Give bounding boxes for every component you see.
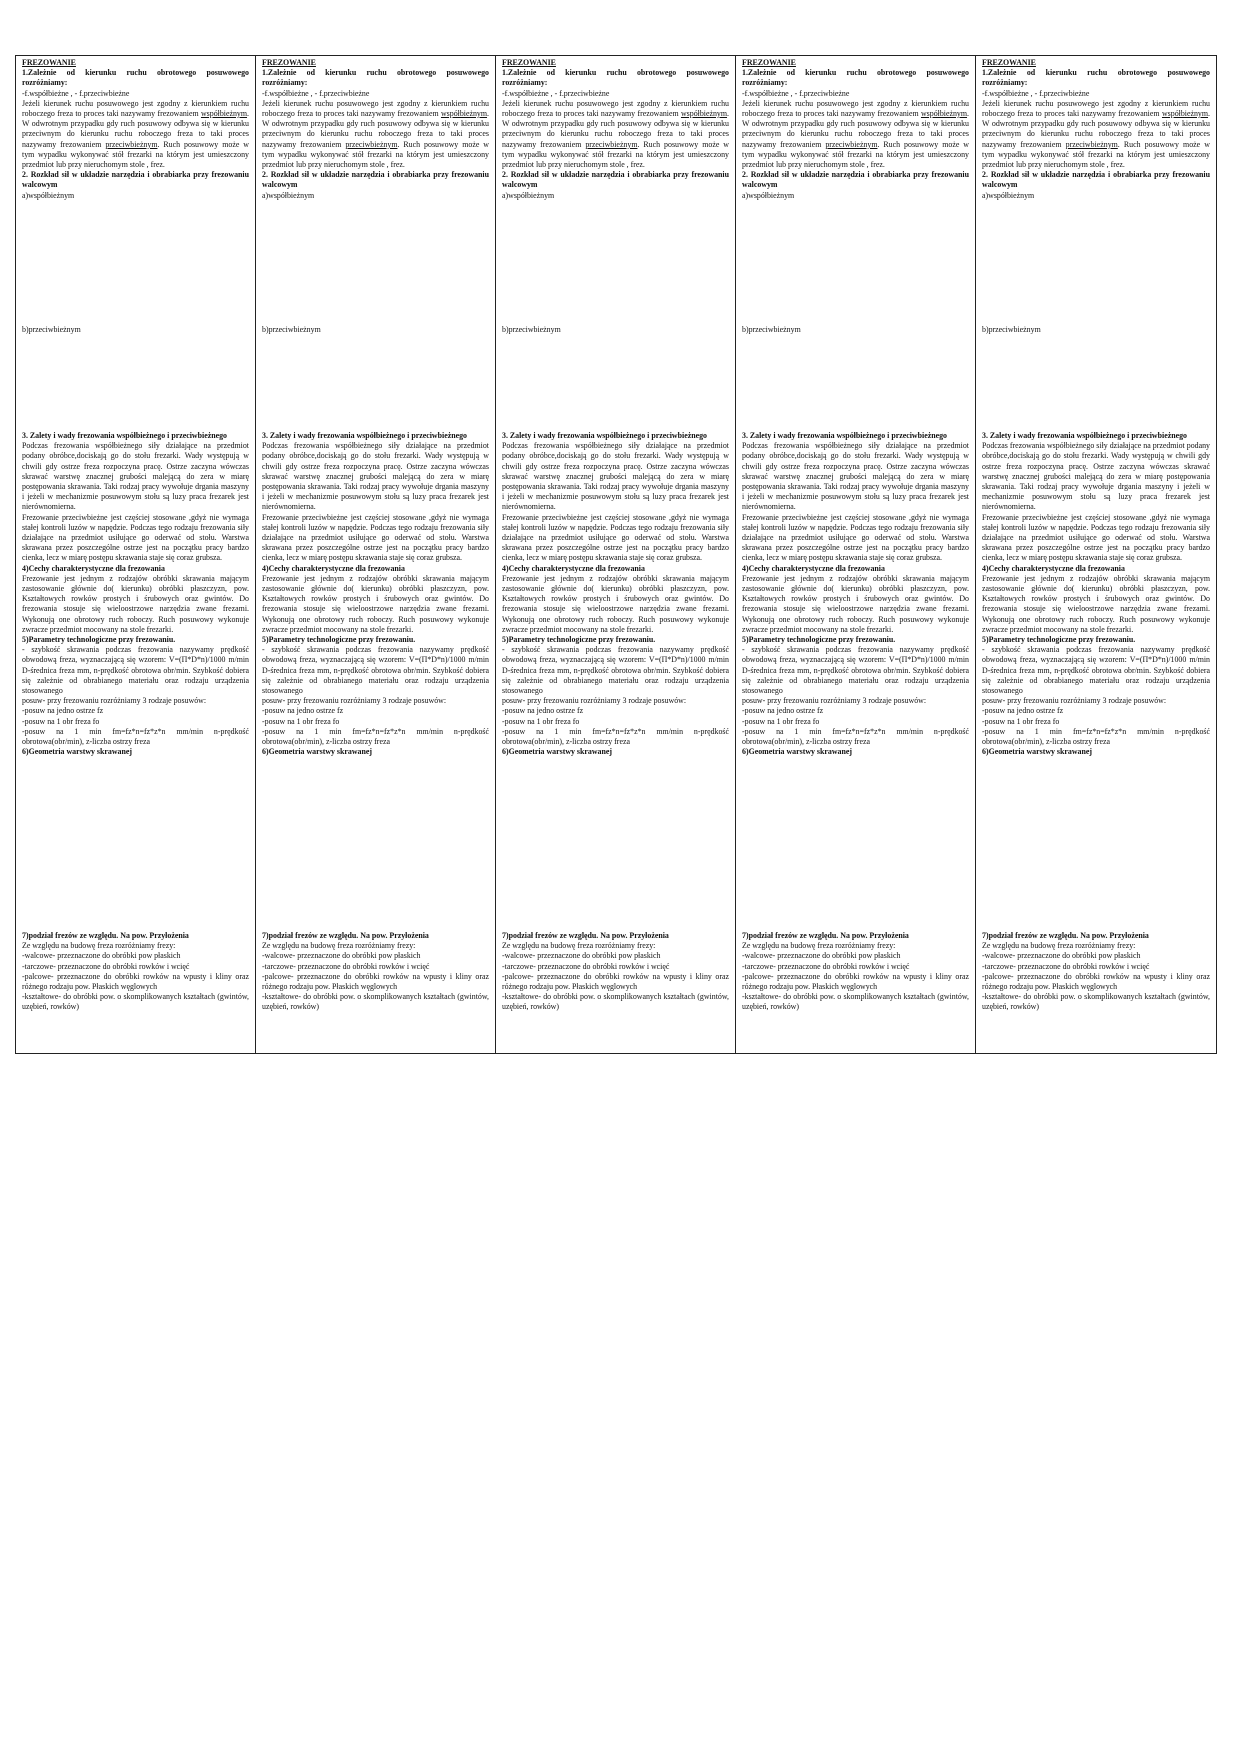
q1-types: -f.współbieżne , - f.przeciwbieżne: [742, 88, 850, 98]
q7-title: 7)podział frezów ze względu. Na pow. Przyłożenia: [22, 931, 189, 940]
q7-item-1: -walcowe- przeznaczone do obróbki pow płaskich: [22, 951, 181, 961]
q7-intro: Ze względu na budowę freza rozróżniamy frezy:: [22, 941, 176, 951]
q4-text: Frezowanie jest jednym z rodzajów obróbki skrawania mającym zastosowanie głównie do( kierunku) obróbki płaszczyzn, pow. Kształtowych rowków prostych i śrubowych oraz gwintów. Do frezowania stosuje się wieloostrzowe narzędzia zwane frezami. Wykonują one obrotowy ruch roboczy. Ruch posuwowy wykonuje zwracze przedmiot mocowany na stole frezarki.: [22, 573, 249, 634]
q3-title: 3. Zalety i wady frezowania współbieżnego i przeciwbieżnego: [982, 431, 1187, 440]
q5-posuw-2: -posuw na 1 obr freza fo: [502, 716, 580, 726]
q3-p2: Frezowanie przeciwbieżne jest częściej stosowane ,gdyż nie wymaga stałej kontroli luzów w napędzie. Podczas tego rodzaju frezowania siły działające na przedmiot usiłujące go oderwać od stołu. Warstwa skrawana przez poszczególne ostrze jest na początku pracy bardzo cienka, lecz w miarę postępu skrawania staje się coraz grubsza.: [262, 512, 489, 563]
doc-title: FREZOWANIE: [742, 58, 796, 67]
notes-column: [736, 56, 976, 1053]
q7-item-1: -walcowe- przeznaczone do obróbki pow płaskich: [502, 951, 661, 961]
q5-text: - szybkość skrawania podczas frezowania nazywamy prędkość obwodową freza, wyznaczającą się wzorem: V=(Π*D*n)/1000 m/min D-średnica freza mm, n-prędkość obrotowa obr/min. Szybkość dobiera się zależnie od obrabianego materiału oraz rodzaju urządzenia stosowanego: [262, 645, 489, 696]
q5-posuw-intro: posuw- przy frezowaniu rozróżniamy 3 rodzaje posuwów:: [982, 696, 1167, 706]
q5-title: 5)Parametry technologiczne przy frezowaniu.: [262, 635, 416, 645]
q1-title: 1.Zależnie od kierunku ruchu obrotowego posuwowego rozróżniamy:: [262, 68, 489, 88]
q7-title: 7)podział frezów ze względu. Na pow. Przyłożenia: [982, 931, 1149, 940]
q2-b: b)przeciwbieżnym: [262, 325, 321, 334]
doc-title: FREZOWANIE: [982, 58, 1036, 67]
q5-posuw-1: -posuw na jedno ostrze fz: [502, 706, 584, 716]
q7-item-3: -palcowe- przeznaczone do obróbki rowków na wpusty i kliny oraz różnego rodzaju pow. Płaskich węglowych: [742, 971, 969, 992]
q7-item-3: -palcowe- przeznaczone do obróbki rowków na wpusty i kliny oraz różnego rodzaju pow. Płaskich węglowych: [502, 971, 729, 992]
q4-title: 4)Cechy charakterystyczne dla frezowania: [502, 563, 645, 573]
q4-text: Frezowanie jest jednym z rodzajów obróbki skrawania mającym zastosowanie głównie do( kierunku) obróbki płaszczyzn, pow. Kształtowych rowków prostych i śrubowych oraz gwintów. Do frezowania stosuje się wieloostrzowe narzędzia zwane frezami. Wykonują one obrotowy ruch roboczy. Ruch posuwowy wykonuje zwracze przedmiot mocowany na stole frezarki.: [982, 573, 1210, 634]
q2-b: b)przeciwbieżnym: [742, 325, 801, 334]
q3-p1: Podczas frezowania współbieżnego siły działające na przedmiot podany obróbce,dociskają go do stołu frezarki. Wady występują w chwili gdy ostrze freza rozpoczyna pracę. Ostrze zaczyna wówczas skrawać warstwę znacznej grubości malejącą do zera w miarę postępowania skrawania. Taki rodzaj pracy wywołuje drgania maszyny i jeżeli w mechanizmie posuwowym stołu są luzy praca frezarek jest nierównomierna.: [22, 441, 249, 512]
q7-item-2: -tarczowe- przeznaczone do obróbki rowków i wcięć: [742, 961, 910, 971]
q6-title: 6)Geometria warstwy skrawanej: [982, 747, 1093, 757]
q5-posuw-2: -posuw na 1 obr freza fo: [262, 716, 340, 726]
q3-p1: Podczas frezowania współbieżnego siły działające na przedmiot podany obróbce,dociskają go do stołu frezarki. Wady występują w chwili gdy ostrze freza rozpoczyna pracę. Ostrze zaczyna wówczas skrawać warstwę znacznej grubości malejącą do zera w miarę postępowania skrawania. Taki rodzaj pracy wywołuje drgania maszyny i jeżeli w mechanizmie posuwowym stołu są luzy praca frezarek jest nierównomierna.: [262, 441, 489, 512]
q4-text: Frezowanie jest jednym z rodzajów obróbki skrawania mającym zastosowanie głównie do( kierunku) obróbki płaszczyzn, pow. Kształtowych rowków prostych i śrubowych oraz gwintów. Do frezowania stosuje się wieloostrzowe narzędzia zwane frezami. Wykonują one obrotowy ruch roboczy. Ruch posuwowy wykonuje zwracze przedmiot mocowany na stole frezarki.: [742, 573, 969, 634]
q7-item-1: -walcowe- przeznaczone do obróbki pow płaskich: [262, 951, 421, 961]
q2-title: 2. Rozkład sił w układzie narzędzia i obrabiarka przy frezowaniu walcowym: [502, 170, 729, 190]
q7-intro: Ze względu na budowę freza rozróżniamy frezy:: [502, 941, 656, 951]
q5-posuw-1: -posuw na jedno ostrze fz: [262, 706, 344, 716]
q3-title: 3. Zalety i wady frezowania współbieżnego i przeciwbieżnego: [502, 431, 707, 440]
q5-text: - szybkość skrawania podczas frezowania nazywamy prędkość obwodową freza, wyznaczającą się wzorem: V=(Π*D*n)/1000 m/min D-średnica freza mm, n-prędkość obrotowa obr/min. Szybkość dobiera się zależnie od obrabianego materiału oraz rodzaju urządzenia stosowanego: [22, 645, 249, 696]
q7-item-4: -kształtowe- do obróbki pow. o skomplikowanych kształtach (gwintów, uzębień, rowków): [742, 992, 969, 1012]
q2-a: a)współbieżnym: [262, 190, 315, 200]
q1-title: 1.Zależnie od kierunku ruchu obrotowego posuwowego rozróżniamy:: [982, 68, 1210, 88]
q5-text: - szybkość skrawania podczas frezowania nazywamy prędkość obwodową freza, wyznaczającą się wzorem: V=(Π*D*n)/1000 m/min D-średnica freza mm, n-prędkość obrotowa obr/min. Szybkość dobiera się zależnie od obrabianego materiału oraz rodzaju urządzenia stosowanego: [982, 645, 1210, 696]
notes-sheet: [15, 55, 1217, 1054]
doc-title: FREZOWANIE: [502, 58, 556, 67]
q2-a: a)współbieżnym: [742, 190, 795, 200]
q1-types: -f.współbieżne , - f.przeciwbieżne: [22, 88, 130, 98]
notes-column: [976, 56, 1216, 1053]
q6-title: 6)Geometria warstwy skrawanej: [262, 747, 373, 757]
q7-item-4: -kształtowe- do obróbki pow. o skomplikowanych kształtach (gwintów, uzębień, rowków): [982, 992, 1210, 1012]
q5-title: 5)Parametry technologiczne przy frezowaniu.: [742, 635, 896, 645]
q4-text: Frezowanie jest jednym z rodzajów obróbki skrawania mającym zastosowanie głównie do( kierunku) obróbki płaszczyzn, pow. Kształtowych rowków prostych i śrubowych oraz gwintów. Do frezowania stosuje się wieloostrzowe narzędzia zwane frezami. Wykonują one obrotowy ruch roboczy. Ruch posuwowy wykonuje zwracze przedmiot mocowany na stole frezarki.: [262, 573, 489, 634]
q1-text: Jeżeli kierunek ruchu posuwowego jest zgodny z kierunkiem ruchu roboczego freza to proces taki nazywamy frezowaniem współbieżnym. W odwrotnym przypadku gdy ruch posuwowy odbywa się w kierunku przeciwnym do kierunku ruchu roboczego freza to taki proces nazywamy frezowaniem przeciwbieżnym. Ruch posuwowy może w tym wypadku wykonywać stół frezarki na którym jest umieszczony przedmiot lub przy nieruchomym stole , frez.: [262, 98, 489, 170]
q5-posuw-1: -posuw na jedno ostrze fz: [22, 706, 104, 716]
q2-a: a)współbieżnym: [502, 190, 555, 200]
q5-posuw-intro: posuw- przy frezowaniu rozróżniamy 3 rodzaje posuwów:: [742, 696, 927, 706]
notes-column: [16, 56, 256, 1053]
q5-posuw-intro: posuw- przy frezowaniu rozróżniamy 3 rodzaje posuwów:: [502, 696, 687, 706]
q7-title: 7)podział frezów ze względu. Na pow. Przyłożenia: [742, 931, 909, 940]
q5-text: - szybkość skrawania podczas frezowania nazywamy prędkość obwodową freza, wyznaczającą się wzorem: V=(Π*D*n)/1000 m/min D-średnica freza mm, n-prędkość obrotowa obr/min. Szybkość dobiera się zależnie od obrabianego materiału oraz rodzaju urządzenia stosowanego: [742, 645, 969, 696]
q4-title: 4)Cechy charakterystyczne dla frezowania: [982, 563, 1125, 573]
q7-item-4: -kształtowe- do obróbki pow. o skomplikowanych kształtach (gwintów, uzębień, rowków): [502, 992, 729, 1012]
q5-posuw-3: -posuw na 1 min fm=fz*n=fz*z*n mm/min n-prędkość obrotowa(obr/min), z-liczba ostrzy freza: [982, 726, 1210, 747]
q7-title: 7)podział frezów ze względu. Na pow. Przyłożenia: [262, 931, 429, 940]
q5-posuw-3: -posuw na 1 min fm=fz*n=fz*z*n mm/min n-prędkość obrotowa(obr/min), z-liczba ostrzy freza: [742, 726, 969, 747]
q5-posuw-1: -posuw na jedno ostrze fz: [982, 706, 1064, 716]
notes-column: [256, 56, 496, 1053]
q5-posuw-3: -posuw na 1 min fm=fz*n=fz*z*n mm/min n-prędkość obrotowa(obr/min), z-liczba ostrzy freza: [22, 726, 249, 747]
q7-item-2: -tarczowe- przeznaczone do obróbki rowków i wcięć: [982, 961, 1150, 971]
q2-b: b)przeciwbieżnym: [22, 325, 81, 334]
q3-p2: Frezowanie przeciwbieżne jest częściej stosowane ,gdyż nie wymaga stałej kontroli luzów w napędzie. Podczas tego rodzaju frezowania siły działające na przedmiot usiłujące go oderwać od stołu. Warstwa skrawana przez poszczególne ostrze jest na początku pracy bardzo cienka, lecz w miarę postępu skrawania staje się coraz grubsza.: [982, 512, 1210, 563]
q7-item-2: -tarczowe- przeznaczone do obróbki rowków i wcięć: [22, 961, 190, 971]
q4-title: 4)Cechy charakterystyczne dla frezowania: [742, 563, 885, 573]
q2-title: 2. Rozkład sił w układzie narzędzia i obrabiarka przy frezowaniu walcowym: [742, 170, 969, 190]
q2-title: 2. Rozkład sił w układzie narzędzia i obrabiarka przy frezowaniu walcowym: [982, 170, 1210, 190]
q3-title: 3. Zalety i wady frezowania współbieżnego i przeciwbieżnego: [22, 431, 227, 440]
doc-title: FREZOWANIE: [22, 58, 76, 67]
q1-text: Jeżeli kierunek ruchu posuwowego jest zgodny z kierunkiem ruchu roboczego freza to proces taki nazywamy frezowaniem współbieżnym. W odwrotnym przypadku gdy ruch posuwowy odbywa się w kierunku przeciwnym do kierunku ruchu roboczego freza to taki proces nazywamy frezowaniem przeciwbieżnym. Ruch posuwowy może w tym wypadku wykonywać stół frezarki na którym jest umieszczony przedmiot lub przy nieruchomym stole , frez.: [742, 98, 969, 170]
q4-title: 4)Cechy charakterystyczne dla frezowania: [22, 563, 165, 573]
q3-p1: Podczas frezowania współbieżnego siły działające na przedmiot podany obróbce,dociskają go do stołu frezarki. Wady występują w chwili gdy ostrze freza rozpoczyna pracę. Ostrze zaczyna wówczas skrawać warstwę znacznej grubości malejącą do zera w miarę postępowania skrawania. Taki rodzaj pracy wywołuje drgania maszyny i jeżeli w mechanizmie posuwowym stołu są luzy praca frezarek jest nierównomierna.: [742, 441, 969, 512]
q1-types: -f.współbieżne , - f.przeciwbieżne: [982, 88, 1090, 98]
q4-text: Frezowanie jest jednym z rodzajów obróbki skrawania mającym zastosowanie głównie do( kierunku) obróbki płaszczyzn, pow. Kształtowych rowków prostych i śrubowych oraz gwintów. Do frezowania stosuje się wieloostrzowe narzędzia zwane frezami. Wykonują one obrotowy ruch roboczy. Ruch posuwowy wykonuje zwracze przedmiot mocowany na stole frezarki.: [502, 573, 729, 634]
q6-title: 6)Geometria warstwy skrawanej: [502, 747, 613, 757]
q1-text: Jeżeli kierunek ruchu posuwowego jest zgodny z kierunkiem ruchu roboczego freza to proces taki nazywamy frezowaniem współbieżnym. W odwrotnym przypadku gdy ruch posuwowy odbywa się w kierunku przeciwnym do kierunku ruchu roboczego freza to taki proces nazywamy frezowaniem przeciwbieżnym. Ruch posuwowy może w tym wypadku wykonywać stół frezarki na którym jest umieszczony przedmiot lub przy nieruchomym stole , frez.: [502, 98, 729, 170]
q7-item-1: -walcowe- przeznaczone do obróbki pow płaskich: [742, 951, 901, 961]
q1-title: 1.Zależnie od kierunku ruchu obrotowego posuwowego rozróżniamy:: [742, 68, 969, 88]
q5-posuw-intro: posuw- przy frezowaniu rozróżniamy 3 rodzaje posuwów:: [22, 696, 207, 706]
q7-intro: Ze względu na budowę freza rozróżniamy frezy:: [262, 941, 416, 951]
q6-title: 6)Geometria warstwy skrawanej: [22, 747, 133, 757]
q3-p1: Podczas frezowania współbieżnego siły działające na przedmiot podany obróbce,dociskają go do stołu frezarki. Wady występują w chwili gdy ostrze freza rozpoczyna pracę. Ostrze zaczyna wówczas skrawać warstwę znacznej grubości malejącą do zera w miarę postępowania skrawania. Taki rodzaj pracy wywołuje drgania maszyny i jeżeli w mechanizmie posuwowym stołu są luzy praca frezarek jest nierównomierna.: [982, 441, 1210, 512]
q2-title: 2. Rozkład sił w układzie narzędzia i obrabiarka przy frezowaniu walcowym: [22, 170, 249, 190]
q1-types: -f.współbieżne , - f.przeciwbieżne: [262, 88, 370, 98]
q7-title: 7)podział frezów ze względu. Na pow. Przyłożenia: [502, 931, 669, 940]
q5-posuw-2: -posuw na 1 obr freza fo: [982, 716, 1060, 726]
q1-title: 1.Zależnie od kierunku ruchu obrotowego posuwowego rozróżniamy:: [502, 68, 729, 88]
q7-item-4: -kształtowe- do obróbki pow. o skomplikowanych kształtach (gwintów, uzębień, rowków): [22, 992, 249, 1012]
q2-a: a)współbieżnym: [22, 190, 75, 200]
q5-posuw-1: -posuw na jedno ostrze fz: [742, 706, 824, 716]
q5-posuw-3: -posuw na 1 min fm=fz*n=fz*z*n mm/min n-prędkość obrotowa(obr/min), z-liczba ostrzy freza: [262, 726, 489, 747]
q5-posuw-2: -posuw na 1 obr freza fo: [742, 716, 820, 726]
q5-title: 5)Parametry technologiczne przy frezowaniu.: [502, 635, 656, 645]
q5-posuw-3: -posuw na 1 min fm=fz*n=fz*z*n mm/min n-prędkość obrotowa(obr/min), z-liczba ostrzy freza: [502, 726, 729, 747]
q7-item-3: -palcowe- przeznaczone do obróbki rowków na wpusty i kliny oraz różnego rodzaju pow. Płaskich węglowych: [22, 971, 249, 992]
q1-title: 1.Zależnie od kierunku ruchu obrotowego posuwowego rozróżniamy:: [22, 68, 249, 88]
q2-b: b)przeciwbieżnym: [982, 325, 1041, 334]
q4-title: 4)Cechy charakterystyczne dla frezowania: [262, 563, 405, 573]
q5-posuw-intro: posuw- przy frezowaniu rozróżniamy 3 rodzaje posuwów:: [262, 696, 447, 706]
doc-title: FREZOWANIE: [262, 58, 316, 67]
q3-p1: Podczas frezowania współbieżnego siły działające na przedmiot podany obróbce,dociskają go do stołu frezarki. Wady występują w chwili gdy ostrze freza rozpoczyna pracę. Ostrze zaczyna wówczas skrawać warstwę znacznej grubości malejącą do zera w miarę postępowania skrawania. Taki rodzaj pracy wywołuje drgania maszyny i jeżeli w mechanizmie posuwowym stołu są luzy praca frezarek jest nierównomierna.: [502, 441, 729, 512]
q7-intro: Ze względu na budowę freza rozróżniamy frezy:: [742, 941, 896, 951]
q5-title: 5)Parametry technologiczne przy frezowaniu.: [982, 635, 1136, 645]
notes-column: [496, 56, 736, 1053]
q7-item-2: -tarczowe- przeznaczone do obróbki rowków i wcięć: [262, 961, 430, 971]
q1-types: -f.współbieżne , - f.przeciwbieżne: [502, 88, 610, 98]
q5-text: - szybkość skrawania podczas frezowania nazywamy prędkość obwodową freza, wyznaczającą się wzorem: V=(Π*D*n)/1000 m/min D-średnica freza mm, n-prędkość obrotowa obr/min. Szybkość dobiera się zależnie od obrabianego materiału oraz rodzaju urządzenia stosowanego: [502, 645, 729, 696]
q7-item-3: -palcowe- przeznaczone do obróbki rowków na wpusty i kliny oraz różnego rodzaju pow. Płaskich węglowych: [982, 971, 1210, 992]
q7-item-4: -kształtowe- do obróbki pow. o skomplikowanych kształtach (gwintów, uzębień, rowków): [262, 992, 489, 1012]
q3-p2: Frezowanie przeciwbieżne jest częściej stosowane ,gdyż nie wymaga stałej kontroli luzów w napędzie. Podczas tego rodzaju frezowania siły działające na przedmiot usiłujące go oderwać od stołu. Warstwa skrawana przez poszczególne ostrze jest na początku pracy bardzo cienka, lecz w miarę postępu skrawania staje się coraz grubsza.: [502, 512, 729, 563]
q2-b: b)przeciwbieżnym: [502, 325, 561, 334]
q1-text: Jeżeli kierunek ruchu posuwowego jest zgodny z kierunkiem ruchu roboczego freza to proces taki nazywamy frezowaniem współbieżnym. W odwrotnym przypadku gdy ruch posuwowy odbywa się w kierunku przeciwnym do kierunku ruchu roboczego freza to taki proces nazywamy frezowaniem przeciwbieżnym. Ruch posuwowy może w tym wypadku wykonywać stół frezarki na którym jest umieszczony przedmiot lub przy nieruchomym stole , frez.: [982, 98, 1210, 170]
q5-title: 5)Parametry technologiczne przy frezowaniu.: [22, 635, 176, 645]
q2-a: a)współbieżnym: [982, 190, 1035, 200]
q5-posuw-2: -posuw na 1 obr freza fo: [22, 716, 100, 726]
q3-title: 3. Zalety i wady frezowania współbieżnego i przeciwbieżnego: [262, 431, 467, 440]
q7-item-2: -tarczowe- przeznaczone do obróbki rowków i wcięć: [502, 961, 670, 971]
q7-item-1: -walcowe- przeznaczone do obróbki pow płaskich: [982, 951, 1141, 961]
q7-intro: Ze względu na budowę freza rozróżniamy frezy:: [982, 941, 1136, 951]
q6-title: 6)Geometria warstwy skrawanej: [742, 747, 853, 757]
q3-title: 3. Zalety i wady frezowania współbieżnego i przeciwbieżnego: [742, 431, 947, 440]
q2-title: 2. Rozkład sił w układzie narzędzia i obrabiarka przy frezowaniu walcowym: [262, 170, 489, 190]
q7-item-3: -palcowe- przeznaczone do obróbki rowków na wpusty i kliny oraz różnego rodzaju pow. Płaskich węglowych: [262, 971, 489, 992]
q3-p2: Frezowanie przeciwbieżne jest częściej stosowane ,gdyż nie wymaga stałej kontroli luzów w napędzie. Podczas tego rodzaju frezowania siły działające na przedmiot usiłujące go oderwać od stołu. Warstwa skrawana przez poszczególne ostrze jest na początku pracy bardzo cienka, lecz w miarę postępu skrawania staje się coraz grubsza.: [22, 512, 249, 563]
q3-p2: Frezowanie przeciwbieżne jest częściej stosowane ,gdyż nie wymaga stałej kontroli luzów w napędzie. Podczas tego rodzaju frezowania siły działające na przedmiot usiłujące go oderwać od stołu. Warstwa skrawana przez poszczególne ostrze jest na początku pracy bardzo cienka, lecz w miarę postępu skrawania staje się coraz grubsza.: [742, 512, 969, 563]
q1-text: Jeżeli kierunek ruchu posuwowego jest zgodny z kierunkiem ruchu roboczego freza to proces taki nazywamy frezowaniem współbieżnym. W odwrotnym przypadku gdy ruch posuwowy odbywa się w kierunku przeciwnym do kierunku ruchu roboczego freza to taki proces nazywamy frezowaniem przeciwbieżnym. Ruch posuwowy może w tym wypadku wykonywać stół frezarki na którym jest umieszczony przedmiot lub przy nieruchomym stole , frez.: [22, 98, 249, 170]
